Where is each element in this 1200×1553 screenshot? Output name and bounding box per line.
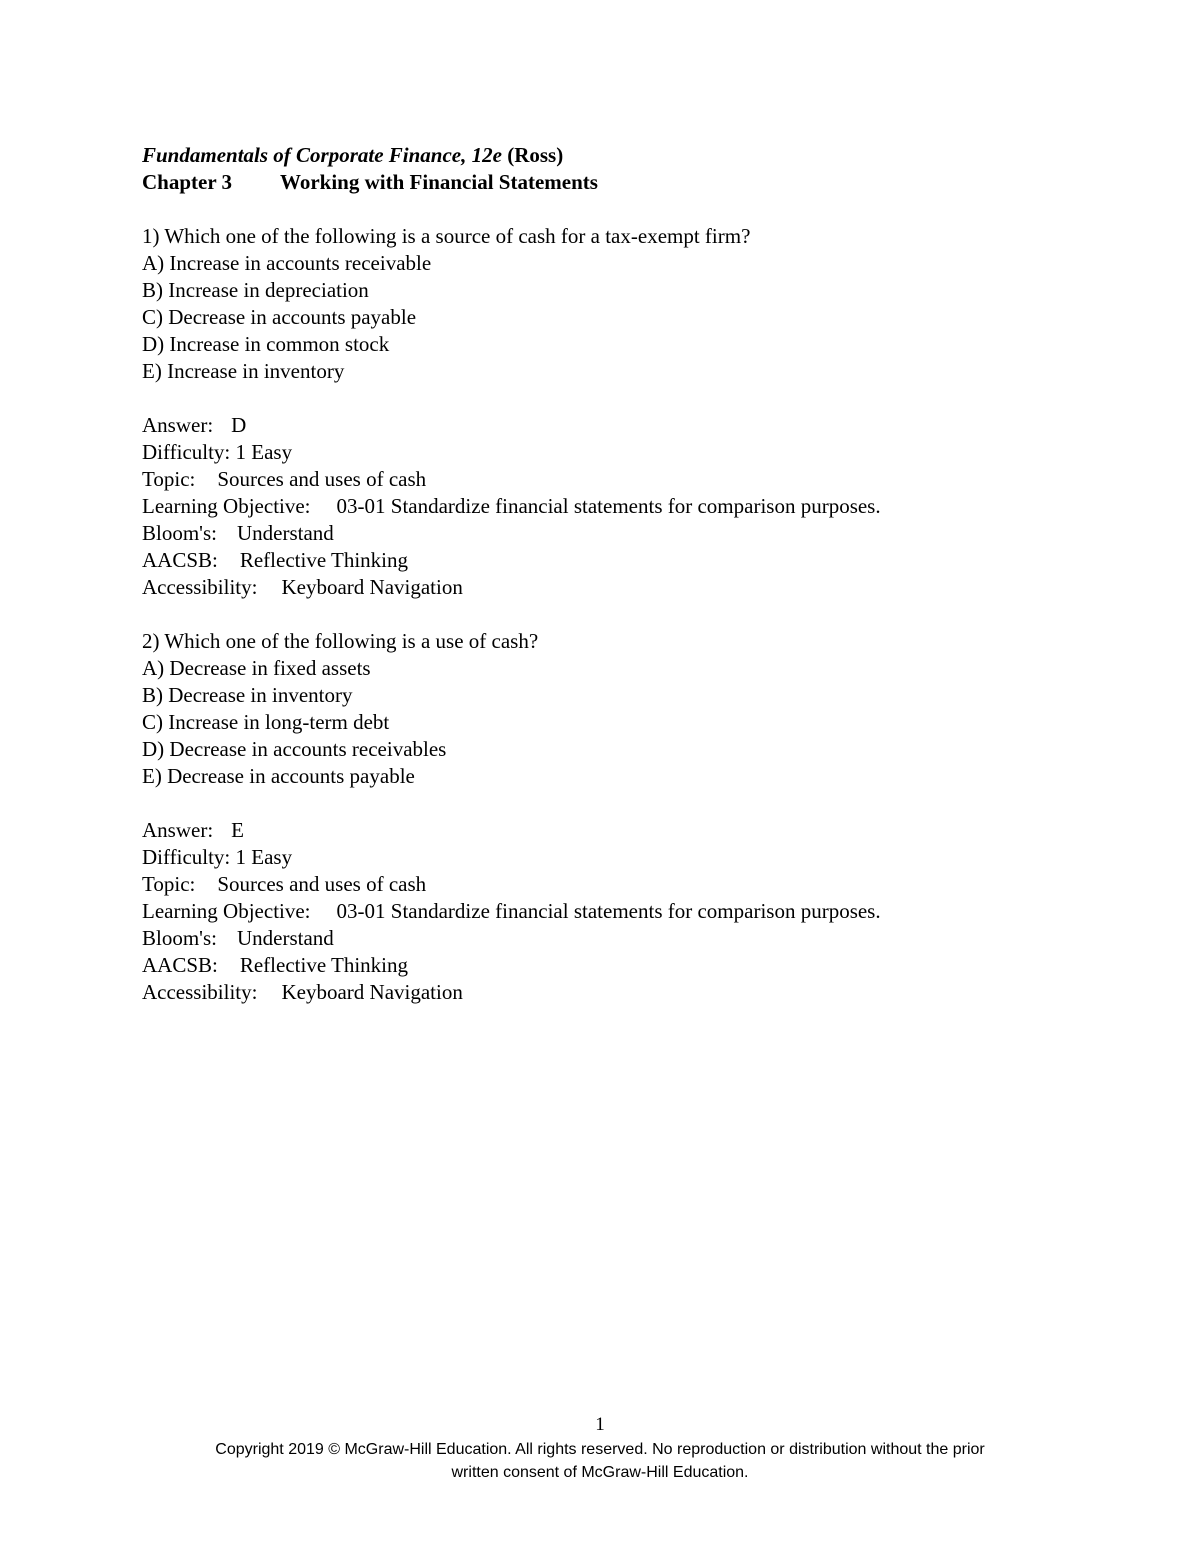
topic-line [142, 871, 1062, 898]
learning-objective-label: Learning Objective: [142, 494, 311, 518]
accessibility-line [142, 979, 1062, 1006]
book-author: (Ross) [507, 143, 564, 167]
question-stem: 1) Which one of the following is a source of cash for a tax-exempt firm? [142, 224, 751, 248]
blooms-label: Bloom's: [142, 521, 217, 545]
spacer [142, 601, 1062, 628]
topic-line [142, 466, 1062, 493]
chapter-title: Working with Financial Statements [280, 170, 598, 194]
aacsb-line [142, 547, 1062, 574]
blooms-value: Understand [236, 521, 334, 545]
option-c: C) Increase in long-term debt [142, 710, 390, 734]
option-e: E) Increase in inventory [142, 359, 345, 383]
aacsb-label: AACSB: [142, 548, 218, 572]
answer-label: Answer: [142, 818, 214, 842]
question-block-2 [142, 628, 1062, 1006]
aacsb-value: Reflective Thinking [239, 548, 409, 572]
option-a: A) Decrease in fixed assets [142, 656, 371, 680]
difficulty-line: Difficulty: 1 Easy [142, 845, 293, 869]
topic-value: Sources and uses of cash [217, 872, 427, 896]
page-content [142, 142, 1062, 1006]
option-e: E) Decrease in accounts payable [142, 764, 415, 788]
option-d: D) Decrease in accounts receivables [142, 737, 447, 761]
blooms-value: Understand [236, 926, 334, 950]
option-c: C) Decrease in accounts payable [142, 305, 417, 329]
aacsb-label: AACSB: [142, 953, 218, 977]
book-title-line [142, 142, 1062, 169]
accessibility-value: Keyboard Navigation [281, 980, 463, 1004]
chapter-number: Chapter 3 [142, 170, 233, 194]
spacer [142, 385, 1062, 412]
spacer [142, 196, 1062, 223]
learning-objective-value: 03-01 Standardize financial statements for comparison purposes. [336, 494, 881, 518]
accessibility-label: Accessibility: [142, 980, 258, 1004]
answer-value: D [231, 413, 247, 437]
option-b: B) Decrease in inventory [142, 683, 353, 707]
topic-label: Topic: [142, 467, 196, 491]
accessibility-value: Keyboard Navigation [281, 575, 463, 599]
answer-line [142, 817, 1062, 844]
page-number: 1 [595, 1414, 605, 1435]
spacer [142, 790, 1062, 817]
accessibility-label: Accessibility: [142, 575, 258, 599]
learning-objective-line [142, 898, 1062, 925]
accessibility-line [142, 574, 1062, 601]
question-block-1 [142, 223, 1062, 601]
chapter-heading [142, 169, 1062, 196]
topic-label: Topic: [142, 872, 196, 896]
answer-line [142, 412, 1062, 439]
blooms-label: Bloom's: [142, 926, 217, 950]
option-d: D) Increase in common stock [142, 332, 390, 356]
answer-value: E [231, 818, 244, 842]
question-stem: 2) Which one of the following is a use of cash? [142, 629, 539, 653]
copyright-line-1: Copyright 2019 © McGraw-Hill Education. All rights reserved. No reproduction or distribution without the prior [215, 1441, 985, 1458]
book-title: Fundamentals of Corporate Finance, 12e [142, 143, 502, 167]
learning-objective-line [142, 493, 1062, 520]
option-a: A) Increase in accounts receivable [142, 251, 432, 275]
blooms-line [142, 520, 1062, 547]
topic-value: Sources and uses of cash [217, 467, 427, 491]
aacsb-line [142, 952, 1062, 979]
aacsb-value: Reflective Thinking [239, 953, 409, 977]
learning-objective-label: Learning Objective: [142, 899, 311, 923]
copyright-notice [0, 1438, 1200, 1484]
difficulty-line: Difficulty: 1 Easy [142, 440, 293, 464]
copyright-line-2: written consent of McGraw-Hill Education. [451, 1464, 749, 1481]
answer-label: Answer: [142, 413, 214, 437]
option-b: B) Increase in depreciation [142, 278, 369, 302]
learning-objective-value: 03-01 Standardize financial statements for comparison purposes. [336, 899, 881, 923]
blooms-line [142, 925, 1062, 952]
